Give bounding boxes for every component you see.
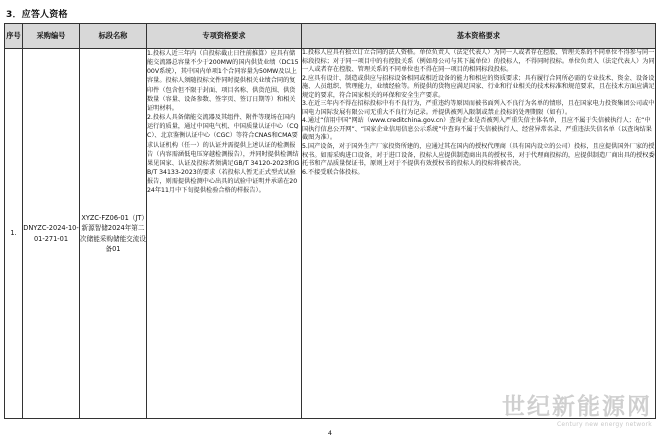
basic-requirement-item: 3.在近三年内不得在招标投标中有不良行为，严重违约等原因而被书面列入不良行为名单的情形，且在国家电力投资集团公司或中国电力国际发展有限公司无重大不良行为记录。并提供被列入限制或禁止投标的处理期限（如有）。 bbox=[302, 100, 655, 116]
watermark-logo bbox=[502, 388, 652, 428]
basic-requirement-item: 1.投标人应具有独立订立合同的法人资格。单位负责人（法定代表人）为同一人或者存在控股、管理关系的不同单位不得参与同一标段投标；对于同一项目中的有控股关系（例如母公司与其下属单位）的投标人，不得同时投标。单位负责人（法定代表人）为同一人或者存在控股、管理关系的不同单位也不得在同一项目的相同标段投标。 bbox=[302, 49, 655, 74]
page-number: 4 bbox=[327, 429, 333, 437]
header-spec: 专项资格要求 bbox=[147, 24, 302, 49]
procurement-code: DNYZC-2024-10-01-271-01 bbox=[23, 49, 80, 419]
lot-name: XYZC-FZ06-01（JT）新源智储2024年第二次储能采购储能交流设备01 bbox=[80, 49, 147, 419]
basic-requirement-item: 6.不接受联合体投标。 bbox=[302, 168, 364, 176]
header-index: 序号 bbox=[5, 24, 23, 49]
basic-requirement-item: 4.通过“信用中国”网站（www.creditchina.gov.cn）查询企业是否被列入严重失信主体名单，且应不属于失信被执行人；在“中国执行信息公开网”、“国家企业信用信息公示系统”中查询不属于失信被执行人、经营异常名录、严重违法失信名单（以查询结果截图为准）。 bbox=[302, 117, 652, 142]
row-index: 1. bbox=[5, 49, 23, 419]
basic-requirement-item: 5.国产设备，对于国外生产厂家投资所建的，应通过其在国内的授权代理商（具有国内设立的公司）投标，且应提供国外厂家的授权书。如需采购进口设备，对于进口设备，投标人应提供制造商出具的授权书，对于代理商投标的，应提供制造厂商出具的授权委托书和产品质量保证书，原则上对于不提供有效授权书的投标人的投标将被否决。 bbox=[302, 143, 655, 168]
header-basic: 基本资格要求 bbox=[302, 24, 656, 49]
basic-requirement-item: 2.应具有设计、制造或供应与招标设备相同或相近设备的能力和相应的资质要求；具有履行合同所必需的专业技术、资金、设备设施、人员组织、管理能力，业绩经验等。所提供的货物应满足国家、行业和行业相关的技术标准和规范要求，且在技术方面应满足规定的要求，符合国家相关的环保和安全生产要求。 bbox=[302, 74, 655, 99]
special-requirement-item: 1.投标人近三年内（自投标截止日往前推算）应具有储能交流器总容量不少于200MW的国内供货业绩（DC1500V系统），其中国内单项1个合同容量为50MW及以上容量。投标人须随投标文件同时提供相关业绩合同的复印件（包含但不限于封面、项目名称、供货范围、供货数量（容量、设备参数、签字页、签订日期等）和相关证明材料。 bbox=[147, 50, 299, 112]
table-row bbox=[5, 49, 656, 419]
header-name: 标段名称 bbox=[80, 24, 147, 49]
watermark-subtext: Century new energy network bbox=[556, 421, 652, 428]
section-title: 3．应答人资格 bbox=[6, 10, 68, 20]
watermark-text: 世纪新能源网 bbox=[502, 393, 652, 420]
qualification-table bbox=[4, 23, 656, 419]
header-code: 采购编号 bbox=[23, 24, 80, 49]
table-header-row bbox=[5, 24, 656, 49]
basic-requirements bbox=[302, 49, 656, 419]
special-requirements bbox=[147, 49, 302, 419]
special-requirement-item: 2.投标人具备储能交流器及其组件、附件等现场在国内运行的质量，通过中国电气机、中国质量认证中心（CQC）、北京鉴衡认证中心（CGC）等符合CNAS和CMA要求认证机构（任一）的认证并需提供上述认证的检测报告（内容需涵低电压穿越检测报告），并同时提供检测结果见国家、认证及投标者须满足GB/T 34120-2023和GB/T 34133-2023的要求（若投标人暂无正式型式试验报告，则需提供检测中心出具的试验中证明并承诺在2024年11月中下旬提供检验合格的样报告）。 bbox=[147, 114, 300, 195]
